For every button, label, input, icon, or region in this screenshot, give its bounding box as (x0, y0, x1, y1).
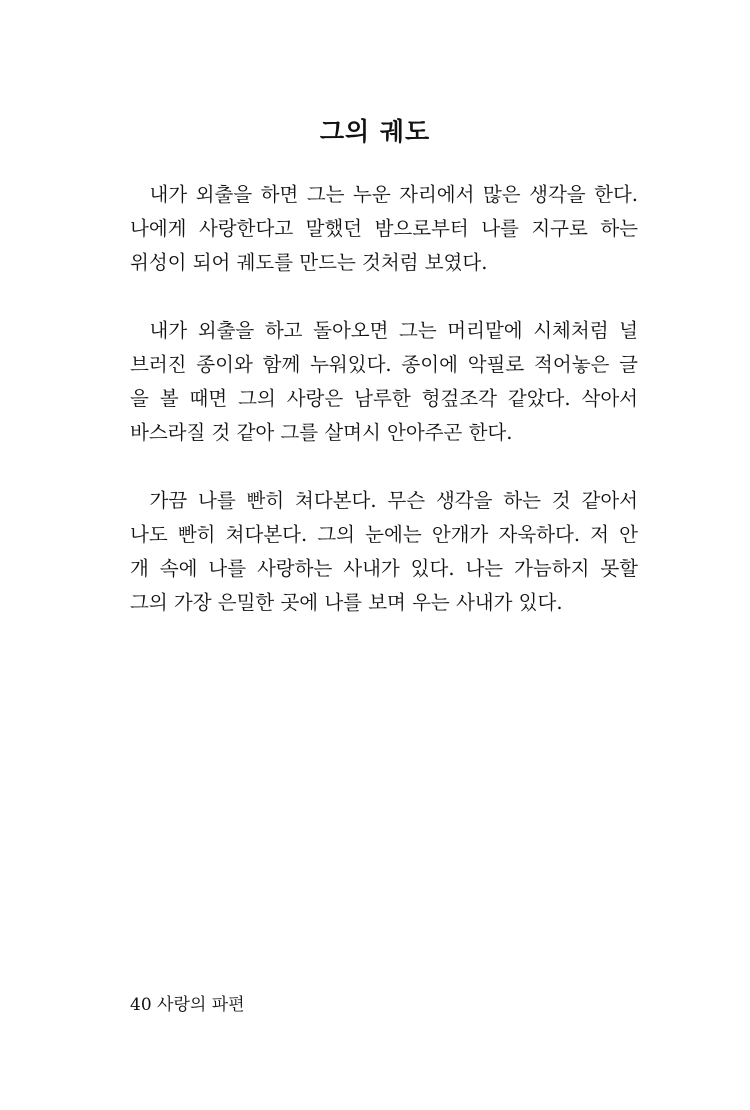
text-line: 그의 가장 은밀한 곳에 나를 보며 우는 사내가 있다. (130, 591, 563, 614)
page-number: 40 (130, 995, 152, 1015)
text-line: 브러진 종이와 함께 누워있다. 종이에 악필로 적어놓은 글 (130, 353, 638, 376)
page-footer (130, 990, 245, 1015)
body-text (130, 178, 638, 654)
text-line: 을 볼 때면 그의 사랑은 남루한 헝겊조각 같았다. 삭아서 (130, 387, 638, 410)
text-line: 나에게 사랑한다고 말했던 밤으로부터 나를 지구로 하는 (130, 217, 638, 240)
text-line: 내가 외출을 하면 그는 누운 자리에서 많은 생각을 한다. (130, 183, 638, 206)
text-line: 나도 빤히 쳐다본다. 그의 눈에는 안개가 자욱하다. 저 안 (130, 523, 638, 546)
text-line: 가끔 나를 빤히 쳐다본다. 무슨 생각을 하는 것 같아서 (130, 489, 638, 512)
paragraph-3 (130, 484, 638, 620)
text-line: 내가 외출을 하고 돌아오면 그는 머리맡에 시체처럼 널 (130, 319, 638, 342)
text-line: 개 속에 나를 사랑하는 사내가 있다. 나는 가늠하지 못할 (130, 557, 638, 580)
page-title: 그의 궤도 (319, 117, 431, 146)
book-title: 사랑의 파편 (157, 995, 245, 1015)
text-line: 위성이 되어 궤도를 만드는 것처럼 보였다. (130, 251, 488, 274)
text-line: 바스라질 것 같아 그를 살며시 안아주곤 한다. (130, 421, 513, 444)
paragraph-1 (130, 178, 638, 280)
paragraph-2 (130, 314, 638, 450)
